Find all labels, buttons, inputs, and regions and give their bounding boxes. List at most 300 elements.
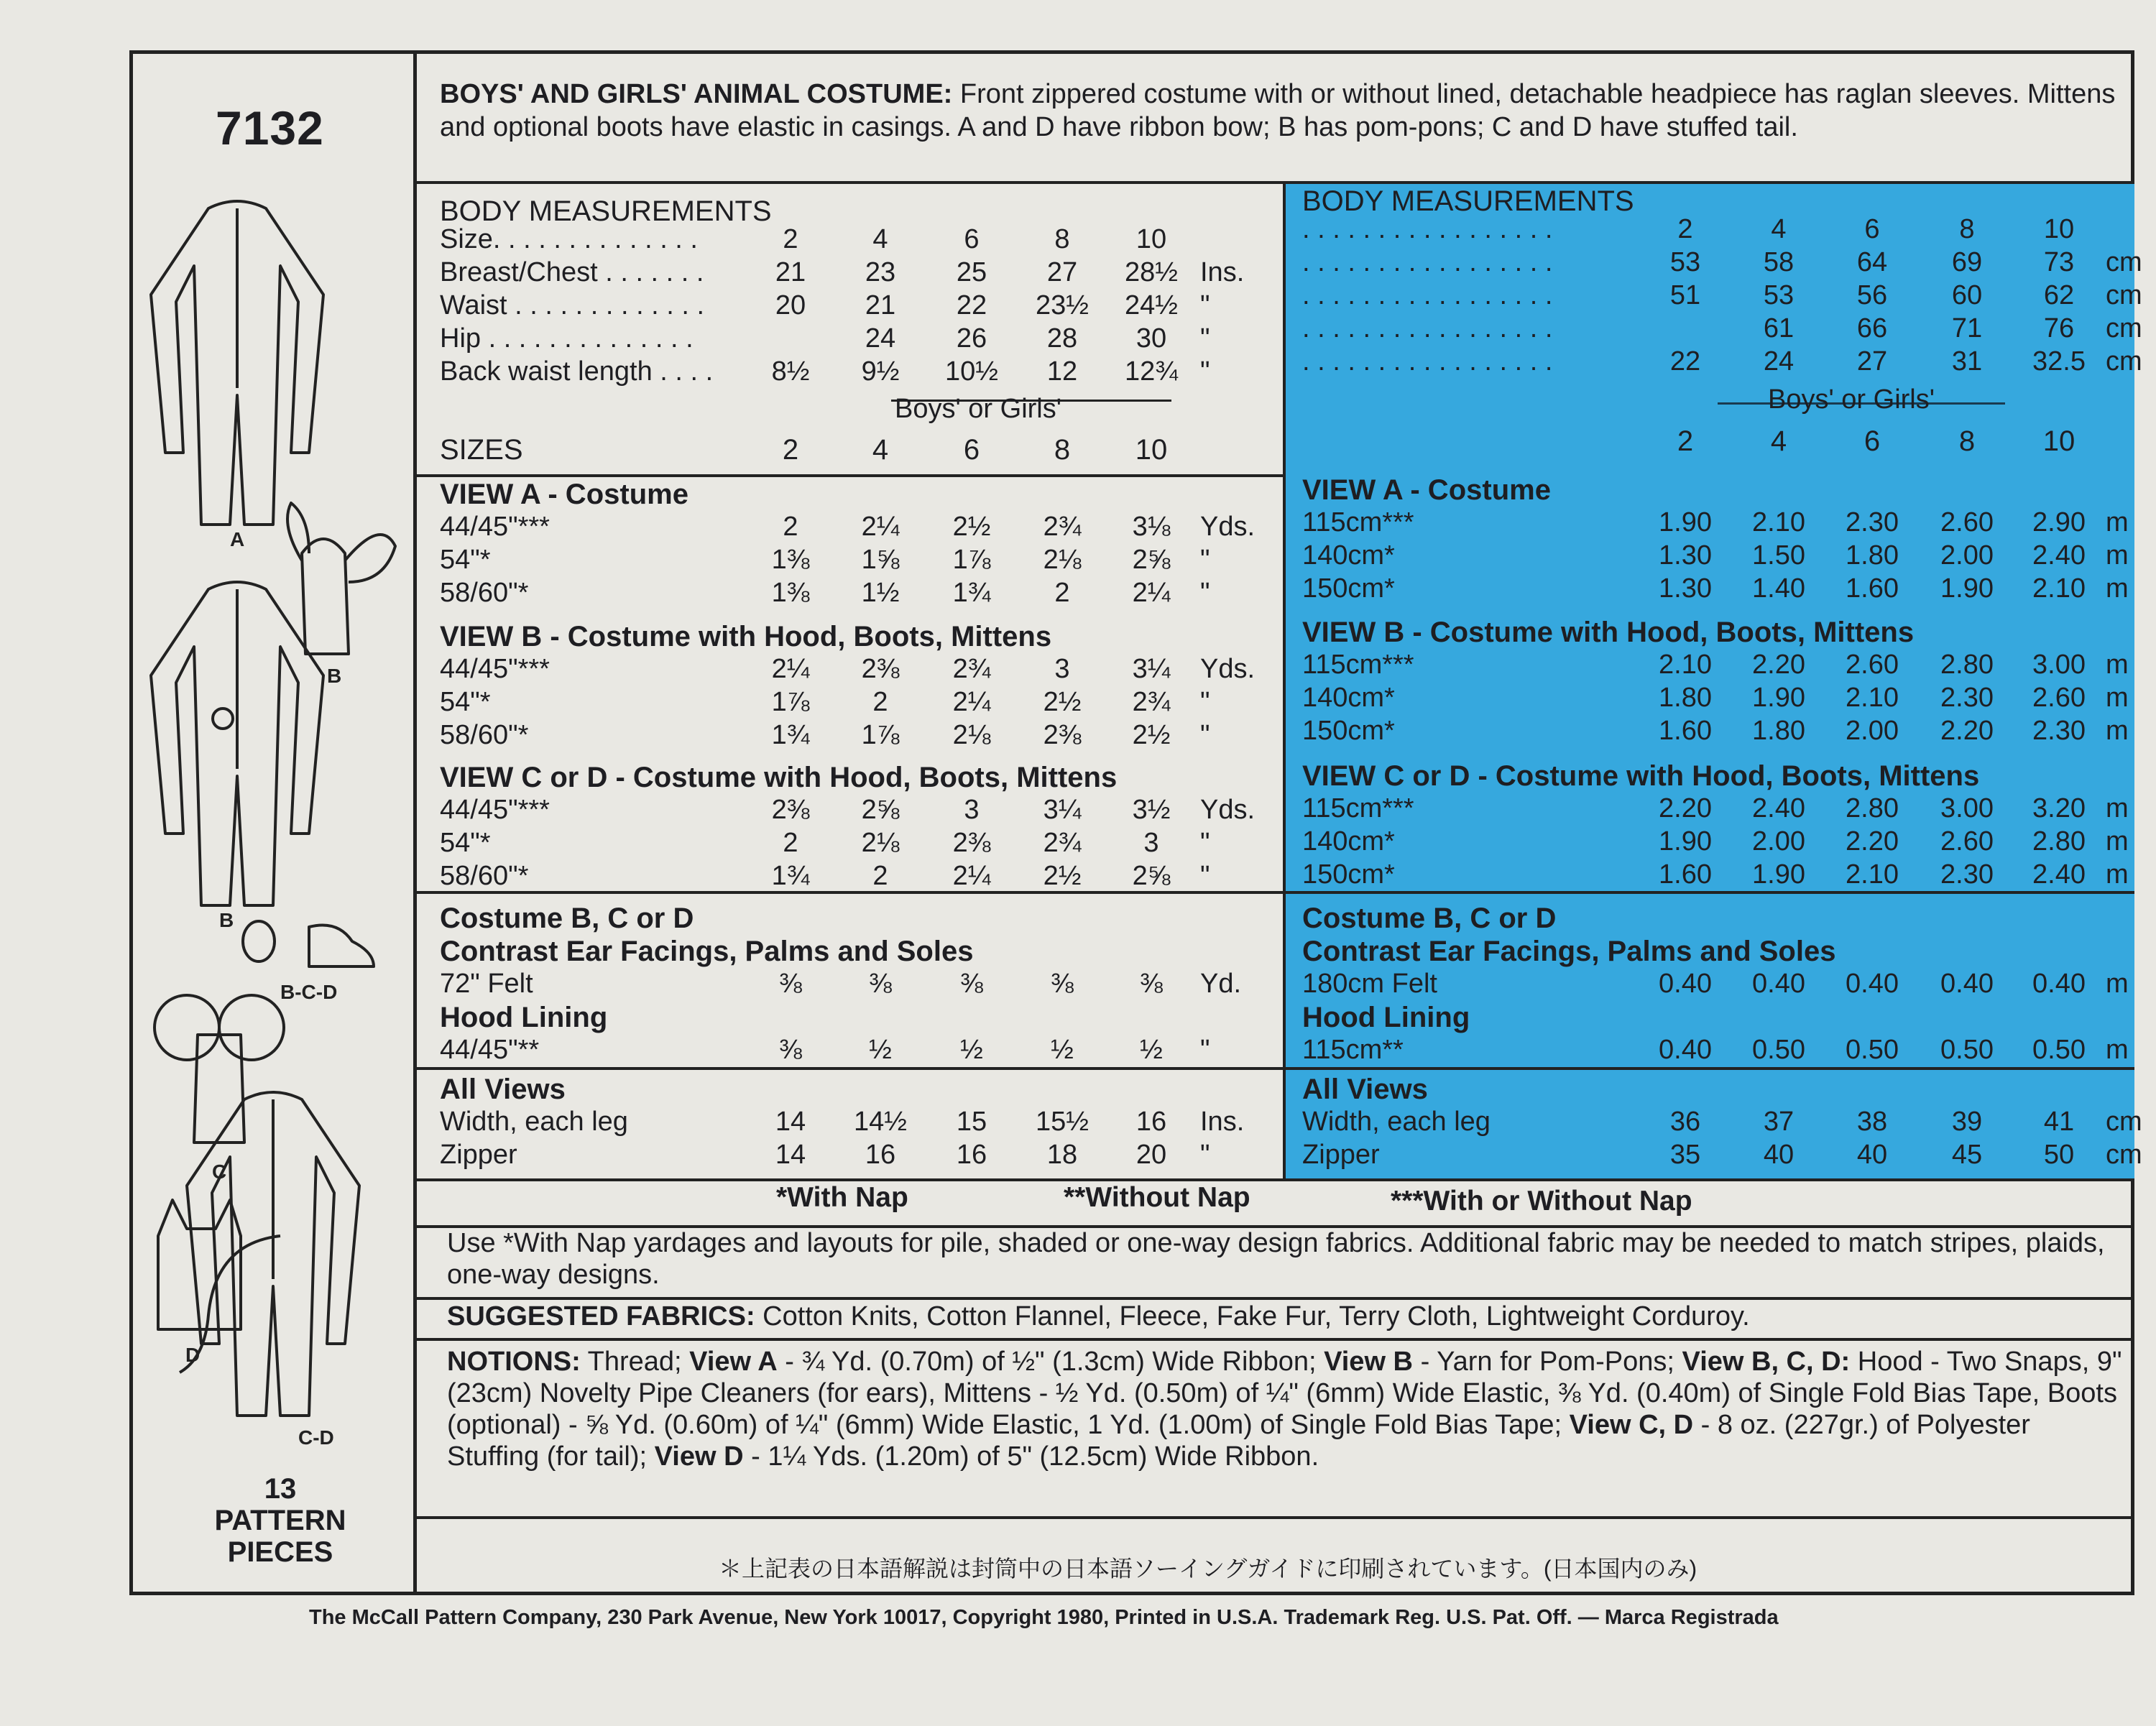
- yardage-row-value: 2⅛: [861, 828, 900, 858]
- view-title: VIEW C or D - Costume with Hood, Boots, Mittens: [440, 762, 1118, 793]
- body-row-value: 2: [783, 224, 798, 254]
- yardage-row-value: 3: [964, 795, 980, 825]
- all-views-row-value: 15½: [1036, 1107, 1089, 1137]
- yardage-row-value: 2⅛: [952, 720, 991, 750]
- lining-row-value: 0.40: [1659, 1035, 1712, 1065]
- japanese-note: ＊上記表の日本語解説は封筒中の日本語ソーイングガイドに印刷されています。(日本国内のみ): [719, 1556, 1697, 1582]
- lining-row-value: 0.50: [2032, 1035, 2086, 1065]
- yardage-row-unit: m: [2106, 650, 2129, 680]
- yardage-row-value: 1⅜: [771, 578, 810, 608]
- felt-row-value: ⅜: [1140, 969, 1163, 999]
- body-row-unit: ": [1200, 323, 1210, 354]
- body-measurements-title: BODY MEASUREMENTS: [440, 195, 772, 227]
- yardage-row-value: 2: [783, 512, 798, 542]
- size-header: 2: [782, 434, 799, 466]
- sizes-label: SIZES: [440, 434, 523, 466]
- yardage-row-value: 3: [1054, 654, 1070, 684]
- yardage-row-label: 58/60"*: [440, 720, 529, 750]
- body-row-value: 12: [1046, 356, 1078, 387]
- yardage-row-unit: m: [2106, 540, 2129, 571]
- body-row-value: 4: [872, 224, 888, 254]
- yardage-row-value: 2⅜: [952, 828, 991, 858]
- yardage-row-unit: m: [2106, 716, 2129, 746]
- yardage-row-value: 1¾: [771, 720, 810, 750]
- costume-illustrations: [137, 180, 410, 1473]
- yardage-row-label: 44/45"***: [440, 654, 550, 684]
- yardage-row-value: 2¼: [952, 687, 991, 717]
- body-row-value: 60: [1951, 280, 1983, 310]
- yardage-row-unit: Yds.: [1200, 795, 1256, 825]
- all-views-row-label: Zipper: [1302, 1140, 1380, 1170]
- view-title: VIEW A - Costume: [1302, 474, 1551, 506]
- body-row-value: 10½: [945, 356, 998, 387]
- rule-above-all-views: [417, 1067, 2134, 1070]
- body-row-value: 69: [1951, 247, 1983, 277]
- body-row-value: 61: [1763, 313, 1795, 343]
- publisher-footer: The McCall Pattern Company, 230 Park Avenue, New York 10017, Copyright 1980, Printed in U.S.A. Trademark Reg. U.S. Pat. Off. — Marca Registrada: [309, 1606, 1779, 1629]
- yardage-row-value: 2⅝: [861, 795, 900, 825]
- yardage-row-value: 1¾: [952, 578, 991, 608]
- yardage-row-value: 2.00: [1752, 826, 1805, 857]
- yardage-row-value: 2.60: [1940, 507, 1994, 537]
- yardage-row-unit: ": [1200, 828, 1210, 858]
- yardage-row-unit: ": [1200, 578, 1210, 608]
- body-row-value: 27: [1856, 346, 1888, 377]
- yardage-row-value: 1⅝: [861, 545, 900, 575]
- hood-lining-title: Hood Lining: [1302, 1002, 1470, 1033]
- all-views-row-value: 14½: [854, 1107, 907, 1137]
- yardage-row-label: 150cm*: [1302, 716, 1395, 746]
- pattern-number: 7132: [216, 101, 324, 154]
- contrast-title: Costume B, C or D: [1302, 903, 1557, 934]
- view-title: VIEW A - Costume: [440, 479, 688, 510]
- yardage-row-value: 2: [872, 687, 888, 717]
- yardage-row-value: 3.20: [2032, 793, 2086, 823]
- yardage-row-label: 150cm*: [1302, 859, 1395, 890]
- yardage-row-value: 2½: [1043, 687, 1082, 717]
- yardage-row-label: 115cm***: [1302, 650, 1414, 680]
- notions-view-label: View C, D: [1569, 1410, 1694, 1440]
- yardage-row-value: 1.60: [1659, 716, 1712, 746]
- yardage-row-value: 1⅜: [771, 545, 810, 575]
- notions-view-label: View D: [654, 1441, 744, 1472]
- lining-row-value: 0.50: [1940, 1035, 1994, 1065]
- yardage-row-label: 140cm*: [1302, 540, 1395, 571]
- yardage-row-label: 115cm***: [1302, 793, 1414, 823]
- yardage-row-value: 2.40: [1752, 793, 1805, 823]
- yardage-row-value: 2¼: [771, 654, 810, 684]
- body-row-value: 76: [2043, 313, 2075, 343]
- yardage-row-value: 2.30: [1940, 683, 1994, 713]
- all-views-row-value: 50: [2043, 1140, 2075, 1170]
- felt-row-value: 0.40: [1752, 969, 1805, 999]
- size-header: 6: [963, 434, 980, 466]
- notions-view-label: View B: [1324, 1347, 1414, 1377]
- body-row-value: 26: [956, 323, 987, 354]
- body-row-value: 58: [1763, 247, 1795, 277]
- yardage-row-unit: ": [1200, 720, 1210, 750]
- all-views-row-value: 14: [775, 1107, 806, 1137]
- yardage-row-value: 1.90: [1659, 826, 1712, 857]
- felt-row-unit: Yd.: [1200, 969, 1242, 999]
- yardage-row-unit: Yds.: [1200, 512, 1256, 542]
- yardage-row-unit: ": [1200, 861, 1210, 891]
- yardage-row-value: 1.60: [1659, 859, 1712, 890]
- body-row-value: 64: [1856, 247, 1888, 277]
- rule-below-nap-note: [417, 1297, 2134, 1300]
- yardage-row-label: 54"*: [440, 828, 491, 858]
- table-center-divider: [1283, 181, 1286, 1178]
- yardage-row-value: 1.90: [1659, 507, 1712, 537]
- size-header: 4: [1770, 425, 1787, 457]
- fabrics-text: Cotton Knits, Cotton Flannel, Fleece, Fake Fur, Terry Cloth, Lightweight Corduroy.: [755, 1301, 1750, 1332]
- yardage-row-value: 2½: [1132, 720, 1171, 750]
- yardage-row-value: 2.20: [1940, 716, 1994, 746]
- yardage-row-unit: m: [2106, 573, 2129, 604]
- felt-row-value: ⅜: [1051, 969, 1074, 999]
- figure-label: B-C-D: [280, 981, 338, 1003]
- size-header: 10: [1135, 434, 1168, 466]
- yardage-row-unit: m: [2106, 793, 2129, 823]
- body-row-value: 22: [956, 290, 987, 320]
- figure-label: A: [230, 528, 245, 550]
- yardage-row-value: 2: [872, 861, 888, 891]
- lining-row-value: 0.50: [1846, 1035, 1899, 1065]
- yardage-row-value: 2.10: [2032, 573, 2086, 604]
- table-bottom-rule: [417, 1178, 2134, 1181]
- yardage-row-value: 2⅛: [1043, 545, 1082, 575]
- body-row-value: 4: [1771, 214, 1787, 244]
- view-title: VIEW B - Costume with Hood, Boots, Mittens: [440, 621, 1052, 652]
- all-views-row-value: 38: [1856, 1107, 1888, 1137]
- yardage-row-unit: m: [2106, 859, 2129, 890]
- yardage-row-value: 2⅝: [1132, 861, 1171, 891]
- all-views-row-value: 18: [1046, 1140, 1078, 1170]
- body-row-label: Hip . . . . . . . . . . . . . .: [440, 323, 694, 354]
- yardage-row-value: 1⅞: [952, 545, 991, 575]
- yardage-row-value: 3⅛: [1132, 512, 1171, 542]
- yardage-row-value: 1.30: [1659, 573, 1712, 604]
- felt-row-value: 0.40: [1659, 969, 1712, 999]
- yardage-row-value: 2½: [952, 512, 991, 542]
- group-label: Boys' or Girls': [1768, 384, 1935, 415]
- table-top-rule: [417, 181, 2134, 184]
- body-row-label: . . . . . . . . . . . . . . . . .: [1302, 214, 1553, 244]
- body-row-value: 73: [2043, 247, 2075, 277]
- yardage-row-value: 2.40: [2032, 540, 2086, 571]
- yardage-row-value: 2.20: [1752, 650, 1805, 680]
- lining-row-unit: ": [1200, 1035, 1210, 1065]
- all-views-row-value: 14: [775, 1140, 806, 1170]
- yardage-row-value: 2.20: [1846, 826, 1899, 857]
- notions-text: Thread;: [580, 1347, 690, 1377]
- body-row-value: 21: [865, 290, 896, 320]
- yardage-row-value: 2.10: [1846, 683, 1899, 713]
- body-row-value: 30: [1135, 323, 1167, 354]
- hood-c-figure: [155, 995, 284, 1143]
- yardage-row-value: 2: [783, 828, 798, 858]
- yardage-row-value: 1.60: [1846, 573, 1899, 604]
- body-row-label: Breast/Chest . . . . . . .: [440, 257, 704, 287]
- yardage-row-value: 2¾: [1132, 687, 1171, 717]
- body-row-value: 27: [1046, 257, 1078, 287]
- mittens-boots-figure: [243, 921, 374, 966]
- yardage-row-label: 58/60"*: [440, 861, 529, 891]
- yardage-row-value: 2¼: [952, 861, 991, 891]
- body-row-value: 10: [1135, 224, 1167, 254]
- yardage-row-label: 150cm*: [1302, 573, 1395, 604]
- size-header: 6: [1864, 425, 1881, 457]
- yardage-row-value: 2.10: [1752, 507, 1805, 537]
- felt-row-value: ⅜: [960, 969, 983, 999]
- yardage-row-value: 1.90: [1752, 859, 1805, 890]
- size-header: 2: [1677, 425, 1694, 457]
- body-row-value: 28: [1046, 323, 1078, 354]
- body-row-value: 20: [775, 290, 806, 320]
- body-row-label: Waist . . . . . . . . . . . . .: [440, 290, 705, 320]
- rule-above-contrast: [417, 891, 2134, 894]
- lining-row-value: ½: [869, 1035, 892, 1065]
- yardage-row-value: 1.50: [1752, 540, 1805, 571]
- notions: [447, 1346, 2129, 1472]
- yardage-row-value: 1.30: [1659, 540, 1712, 571]
- all-views-row-value: 16: [1135, 1107, 1167, 1137]
- yardage-row-value: 2⅜: [1043, 720, 1082, 750]
- notions-text: Hood - Two Snaps, 9" (23cm) Novelty Pipe Cleaners (for ears), Mittens - ½ Yd. (0.50m) of ¼" (6mm) Wide Elastic, ⅜ Yd. (0.40m) of Single Fold Bias Tape, Boots (optional) - ⅝ Yd. (0.60m) of ¼" (6mm) Wide Elastic, 1 Yd. (1.00m) of Single Fold Bias Tape;: [447, 1347, 2122, 1440]
- yardage-row-unit: m: [2106, 683, 2129, 713]
- body-row-value: 8: [1959, 214, 1975, 244]
- view-b-figure: [151, 582, 323, 905]
- yardage-row-label: 54"*: [440, 687, 491, 717]
- all-views-row-value: 45: [1951, 1140, 1983, 1170]
- body-row-value: 6: [964, 224, 980, 254]
- all-views-row-value: 36: [1669, 1107, 1701, 1137]
- yardage-row-value: 3.00: [1940, 793, 1994, 823]
- rule-below-fabrics: [417, 1338, 2134, 1341]
- lining-row-value: ½: [1051, 1035, 1074, 1065]
- fabrics-label: SUGGESTED FABRICS:: [447, 1301, 755, 1332]
- body-row-value: 8½: [771, 356, 810, 387]
- body-row-value: 28½: [1125, 257, 1178, 287]
- figure-label: B: [219, 909, 234, 931]
- yardage-row-value: 1½: [861, 578, 900, 608]
- view-a-figure: [151, 201, 323, 525]
- yardage-row-value: 2.40: [2032, 859, 2086, 890]
- all-views-row-unit: ": [1200, 1140, 1210, 1170]
- all-views-row-value: 40: [1856, 1140, 1888, 1170]
- view-cd-figure: [180, 1092, 359, 1416]
- description-title: BOYS' AND GIRLS' ANIMAL COSTUME:: [440, 79, 953, 109]
- legend-without-nap: **Without Nap: [1064, 1182, 1250, 1213]
- felt-row-label: 72" Felt: [440, 969, 533, 999]
- body-row-unit: cm: [2106, 280, 2142, 310]
- yardage-row-value: 2.10: [1846, 859, 1899, 890]
- yardage-row-value: 1⅞: [861, 720, 900, 750]
- size-header: 8: [1054, 434, 1071, 466]
- yardage-row-value: 2.30: [2032, 716, 2086, 746]
- lining-row-unit: m: [2106, 1035, 2129, 1065]
- body-row-value: 32.5: [2032, 346, 2086, 377]
- yardage-row-value: 2¾: [1043, 512, 1082, 542]
- legend-with-or-without-nap: ***With or Without Nap: [1391, 1186, 1692, 1217]
- body-row-unit: ": [1200, 290, 1210, 320]
- contrast-title: Costume B, C or D: [440, 903, 694, 934]
- hood-b-figure: [287, 503, 395, 654]
- body-row-value: 56: [1856, 280, 1888, 310]
- body-row-value: 71: [1951, 313, 1983, 343]
- yardage-row-value: 3½: [1132, 795, 1171, 825]
- size-header: 8: [1958, 425, 1976, 457]
- body-row-value: 66: [1856, 313, 1888, 343]
- yardage-row-value: 2⅜: [861, 654, 900, 684]
- yardage-row-value: 2.60: [2032, 683, 2086, 713]
- notions-view-label: View B, C, D:: [1682, 1347, 1851, 1377]
- yardage-row-unit: ": [1200, 687, 1210, 717]
- yardage-row-value: 2: [1054, 578, 1070, 608]
- pattern-pieces-count: 13 PATTERN PIECES: [214, 1473, 346, 1568]
- figure-label: C-D: [298, 1426, 334, 1449]
- yardage-row-value: 2¾: [1043, 828, 1082, 858]
- felt-row-value: 0.40: [1940, 969, 1994, 999]
- notions-text: - 8 oz. (227gr.) of Polyester Stuffing (for tail);: [447, 1410, 2030, 1472]
- body-row-value: 23½: [1036, 290, 1089, 320]
- yardage-row-value: 2.60: [1846, 650, 1899, 680]
- figure-label: D: [185, 1344, 201, 1366]
- lining-row-value: ½: [960, 1035, 983, 1065]
- yardage-row-label: 54"*: [440, 545, 491, 575]
- all-views-row-value: 41: [2043, 1107, 2075, 1137]
- all-views-row-unit: cm: [2106, 1140, 2142, 1170]
- yardage-row-label: 140cm*: [1302, 826, 1395, 857]
- yardage-row-value: 2¾: [952, 654, 991, 684]
- body-row-value: 24: [865, 323, 896, 354]
- figure-label: B: [327, 665, 342, 687]
- body-row-value: 22: [1669, 346, 1701, 377]
- yardage-row-label: 115cm***: [1302, 507, 1414, 537]
- nap-note: Use *With Nap yardages and layouts for pile, shaded or one-way design fabrics. Additional fabric may be needed to match stripes, plaids, one-way designs.: [447, 1228, 2105, 1290]
- yardage-row-value: 2.90: [2032, 507, 2086, 537]
- size-header: 4: [872, 434, 889, 466]
- all-views-row-value: 15: [956, 1107, 987, 1137]
- notions-text: - ¾ Yd. (0.70m) of ½" (1.3cm) Wide Ribbon;: [777, 1347, 1325, 1377]
- felt-row-value: 0.40: [1846, 969, 1899, 999]
- view-title: VIEW B - Costume with Hood, Boots, Mittens: [1302, 617, 1915, 648]
- body-row-unit: cm: [2106, 346, 2142, 377]
- body-row-label: Back waist length . . . .: [440, 356, 714, 387]
- lining-row-value: 0.50: [1752, 1035, 1805, 1065]
- body-row-value: 6: [1864, 214, 1880, 244]
- all-views-row-value: 40: [1763, 1140, 1795, 1170]
- body-row-unit: cm: [2106, 247, 2142, 277]
- yardage-row-value: 1.40: [1752, 573, 1805, 604]
- all-views-row-value: 37: [1763, 1107, 1795, 1137]
- yardage-row-value: 2.80: [2032, 826, 2086, 857]
- hood-lining-title: Hood Lining: [440, 1002, 608, 1033]
- all-views-row-unit: Ins.: [1200, 1107, 1245, 1137]
- body-row-unit: Ins.: [1200, 257, 1245, 287]
- body-row-value: 25: [956, 257, 987, 287]
- yardage-row-label: 140cm*: [1302, 683, 1395, 713]
- body-row-value: 51: [1669, 280, 1701, 310]
- yardage-row-value: 2¼: [1132, 578, 1171, 608]
- body-row-label: . . . . . . . . . . . . . . . . .: [1302, 346, 1553, 377]
- body-row-unit: ": [1200, 356, 1210, 387]
- all-views-row-label: Width, each leg: [440, 1107, 628, 1137]
- all-views-row-value: 16: [956, 1140, 987, 1170]
- yardage-row-value: 2.20: [1659, 793, 1712, 823]
- yardage-row-value: 3¼: [1043, 795, 1082, 825]
- costume-description: [440, 78, 2122, 144]
- yardage-row-label: 44/45"***: [440, 795, 550, 825]
- yardage-row-value: 1.90: [1940, 573, 1994, 604]
- all-views-row-value: 35: [1669, 1140, 1701, 1170]
- body-row-value: 24: [1763, 346, 1795, 377]
- felt-row-value: 0.40: [2032, 969, 2086, 999]
- all-views-row-value: 39: [1951, 1107, 1983, 1137]
- body-row-value: 10: [2043, 214, 2075, 244]
- body-row-value: 23: [865, 257, 896, 287]
- felt-row-value: ⅜: [869, 969, 892, 999]
- lining-row-value: ⅜: [779, 1035, 802, 1065]
- body-row-label: . . . . . . . . . . . . . . . . .: [1302, 313, 1553, 343]
- body-row-label: Size. . . . . . . . . . . . . .: [440, 224, 698, 254]
- yardage-row-value: 3.00: [2032, 650, 2086, 680]
- yardage-row-unit: Yds.: [1200, 654, 1256, 684]
- body-row-value: 53: [1669, 247, 1701, 277]
- contrast-subtitle: Contrast Ear Facings, Palms and Soles: [1302, 936, 1836, 967]
- yardage-row-value: 1¾: [771, 861, 810, 891]
- yardage-row-value: 2.80: [1846, 793, 1899, 823]
- contrast-subtitle: Contrast Ear Facings, Palms and Soles: [440, 936, 974, 967]
- yardage-row-label: 58/60"*: [440, 578, 529, 608]
- yardage-row-value: 1.80: [1659, 683, 1712, 713]
- yardage-row-unit: m: [2106, 507, 2129, 537]
- all-views-title: All Views: [440, 1074, 566, 1105]
- yardage-row-value: 2⅜: [771, 795, 810, 825]
- all-views-title: All Views: [1302, 1074, 1428, 1105]
- yardage-row-value: 3¼: [1132, 654, 1171, 684]
- yardage-row-value: 1⅞: [771, 687, 810, 717]
- yardage-row-value: 2.10: [1659, 650, 1712, 680]
- all-views-row-value: 16: [865, 1140, 896, 1170]
- lining-row-label: 115cm**: [1302, 1035, 1404, 1065]
- body-row-label: . . . . . . . . . . . . . . . . .: [1302, 247, 1553, 277]
- body-row-value: 12¾: [1125, 356, 1178, 387]
- rule-above-views-imperial: [417, 474, 1284, 477]
- yardage-row-value: 2.30: [1940, 859, 1994, 890]
- figure-label: C: [212, 1160, 227, 1183]
- notions-text: - 1¼ Yds. (1.20m) of 5" (12.5cm) Wide Ribbon.: [743, 1441, 1319, 1472]
- all-views-row-label: Width, each leg: [1302, 1107, 1491, 1137]
- yardage-row-value: 2.60: [1940, 826, 1994, 857]
- felt-row-value: ⅜: [779, 969, 802, 999]
- all-views-row-label: Zipper: [440, 1140, 517, 1170]
- yardage-row-value: 2⅝: [1132, 545, 1171, 575]
- notions-text: - Yarn for Pom-Pons;: [1413, 1347, 1682, 1377]
- body-row-value: 53: [1763, 280, 1795, 310]
- size-header: 10: [2042, 425, 2076, 457]
- yardage-row-value: 2.80: [1940, 650, 1994, 680]
- all-views-row-value: 20: [1135, 1140, 1167, 1170]
- yardage-row-unit: m: [2106, 826, 2129, 857]
- yardage-row-value: 1.90: [1752, 683, 1805, 713]
- legend-with-nap: *With Nap: [776, 1182, 908, 1213]
- yardage-row-value: 2.00: [1846, 716, 1899, 746]
- yardage-row-value: 2½: [1043, 861, 1082, 891]
- suggested-fabrics: [447, 1301, 2129, 1332]
- notions-label: NOTIONS:: [447, 1347, 581, 1377]
- body-row-value: 24½: [1125, 290, 1178, 320]
